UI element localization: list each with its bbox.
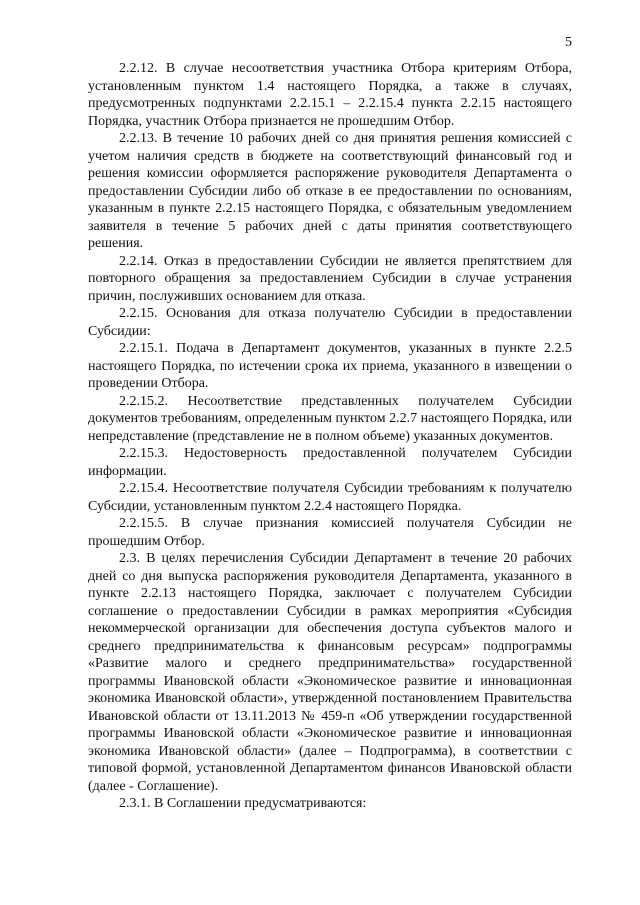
paragraph-2-2-15: 2.2.15. Основания для отказа получателю Субсидии в предоставлении Субсидии: <box>88 306 572 339</box>
paragraph-2-2-12: 2.2.12. В случае несоответствия участника Отбора критериям Отбора, установленным пунктом 1.4 настоящего Порядка, а также в случаях, предусмотренных подпунктами 2.2.15.1 – 2.2.15.4 пункта 2.2.15 настоящего Порядка, участник Отбора признается не прошедшим Отбор. <box>88 61 572 129</box>
paragraph-2-3-1: 2.3.1. В Соглашении предусматриваются: <box>119 796 367 811</box>
paragraph-2-2-15-3: 2.2.15.3. Недостоверность предоставленной получателем Субсидии информации. <box>88 446 572 479</box>
document-body <box>88 60 572 813</box>
paragraph-2-2-15-5: 2.2.15.5. В случае признания комиссией получателя Субсидии не прошедшим Отбор. <box>88 516 572 549</box>
paragraph-2-2-15-1: 2.2.15.1. Подача в Департамент документов, указанных в пункте 2.2.5 настоящего Порядка, по истечении срока их приема, указанного в извещении о проведении Отбора. <box>88 341 572 391</box>
paragraph-2-2-13: 2.2.13. В течение 10 рабочих дней со дня принятия решения комиссией с учетом наличия средств в бюджете на соответствующий финансовый год и решения комиссии оформляется распоряжение руководителя Департамента о предоставлении Субсидии либо об отказе в ее предоставлении по основаниям, указанным в пункте 2.2.15 настоящего Порядка, с обязательным уведомлением заявителя в течение 5 рабочих дней с даты принятия соответствующего решения. <box>88 131 572 251</box>
paragraph-2-2-15-4: 2.2.15.4. Несоответствие получателя Субсидии требованиям к получателю Субсидии, установленным пунктом 2.2.4 настоящего Порядка. <box>88 481 572 514</box>
paragraph-2-3: 2.3. В целях перечисления Субсидии Департамент в течение 20 рабочих дней со дня выпуска распоряжения руководителя Департамента, указанного в пункте 2.2.13 настоящего Порядка, заключает с получателем Субсидии соглашение о предоставлении Субсидии в рамках мероприятия «Субсидия некоммерческой организации для обеспечения доступа субъектов малого и среднего предпринимательства к финансовым ресурсам» подпрограммы «Развитие малого и среднего предпринимательства» государственной программы Ивановской области «Экономическое развитие и инновационная экономика Ивановской области», утвержденной постановлением Правительства Ивановской области от 13.11.2013 № 459-п «Об утверждении государственной программы Ивановской области «Экономическое развитие и инновационная экономика Ивановской области» (далее – Подпрограмма), в соответствии с типовой формой, установленной Департаментом финансов Ивановской области (далее - Соглашение). <box>88 551 572 794</box>
paragraph-2-2-14: 2.2.14. Отказ в предоставлении Субсидии не является препятствием для повторного обращения за предоставлением Субсидии в случае устранения причин, послуживших основанием для отказа. <box>88 253 572 304</box>
page-number: 5 <box>565 35 572 50</box>
paragraph-2-2-15-2: 2.2.15.2. Несоответствие представленных получателем Субсидии документов требованиям, определенным пунктом 2.2.7 настоящего Порядка, или непредставление (представление не в полном объеме) указанных документов. <box>88 393 572 444</box>
